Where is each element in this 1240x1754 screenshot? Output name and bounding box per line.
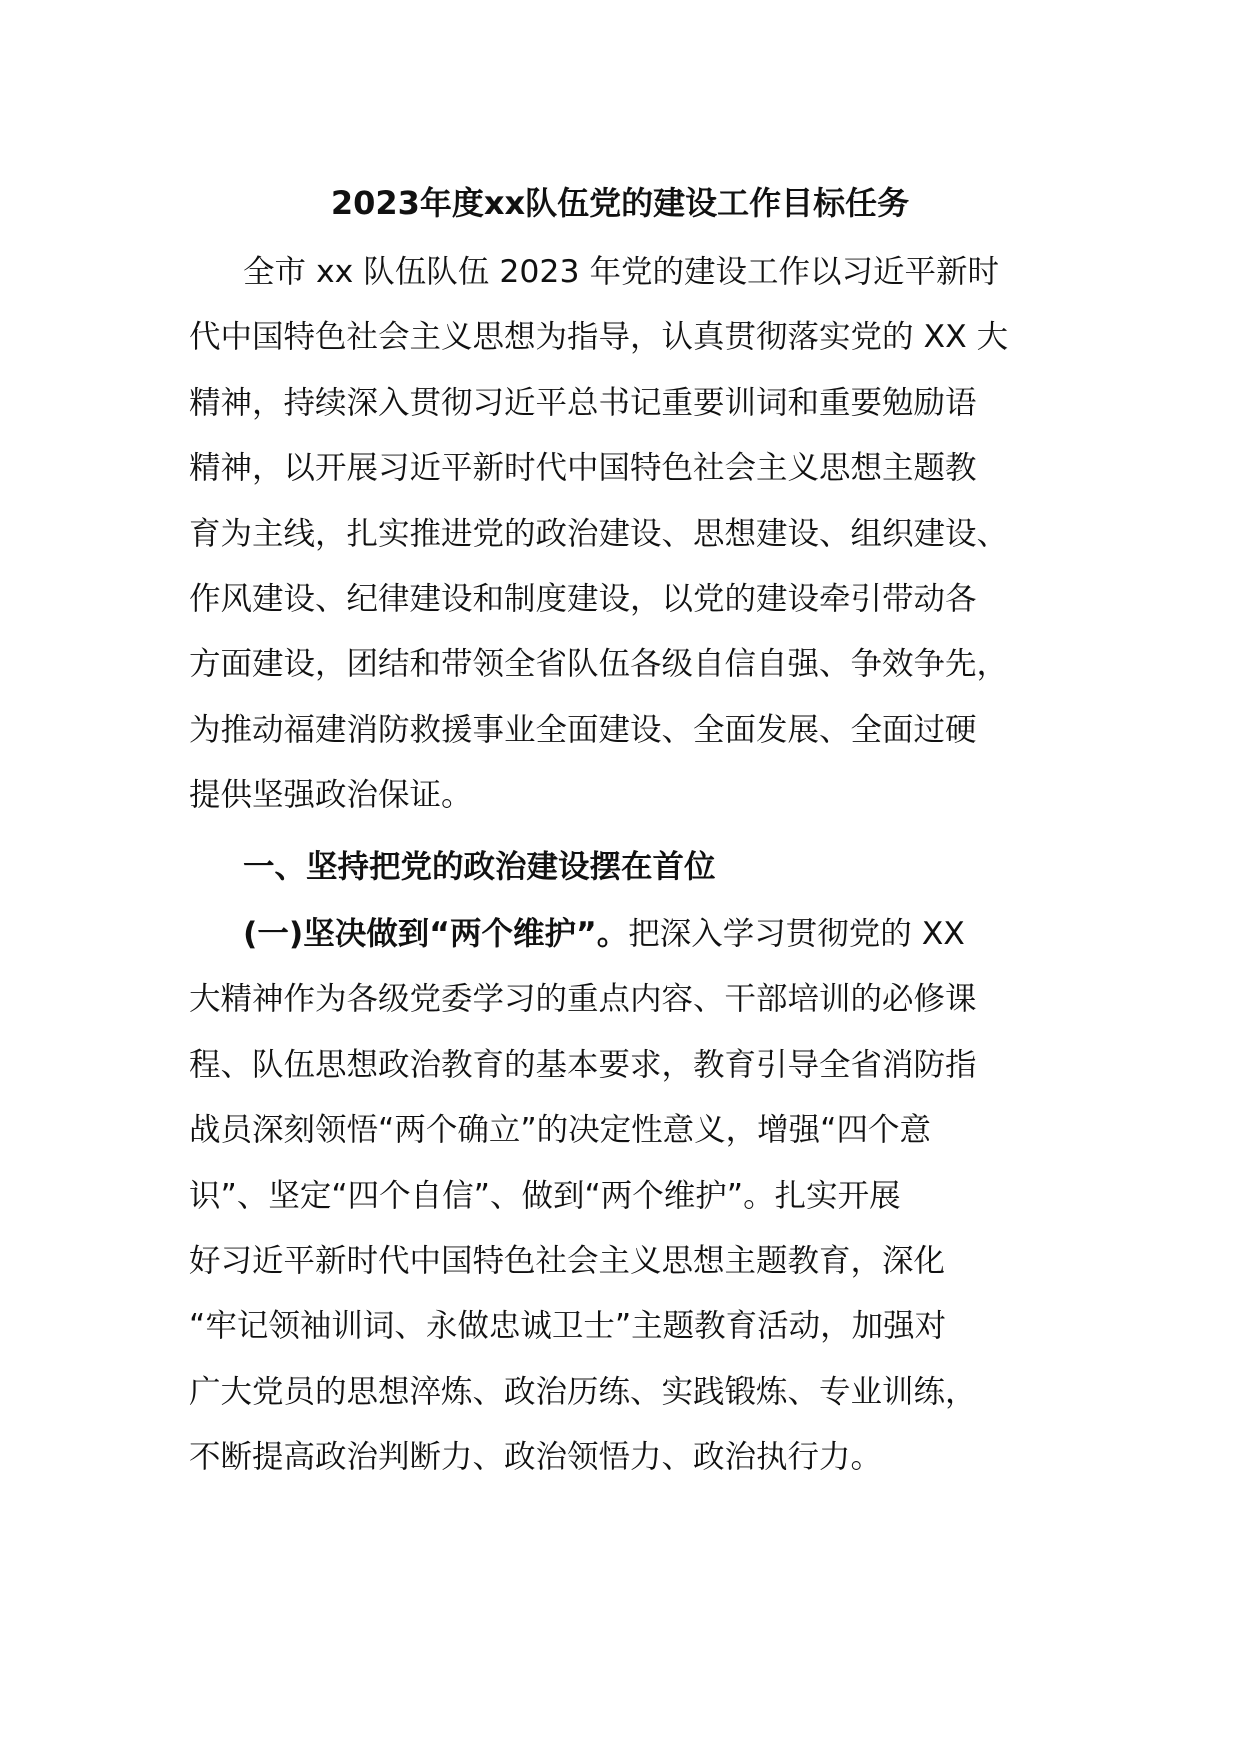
text-line: 提供坚强政治保证。 [189, 777, 473, 814]
text-line: 育为主线，扎实推进党的政治建设、思想建设、组织建设、 [189, 515, 1009, 552]
text-line: 为推动福建消防救援事业全面建设、全面发展、全面过硬 [189, 711, 977, 748]
text-line: 代中国特色社会主义思想为指导，认真贯彻落实党的 XX 大 [189, 319, 1009, 356]
text-line: 全市 xx 队伍队伍 2023 年党的建设工作以习近平新时 [243, 254, 1000, 290]
intro-paragraph [189, 240, 1069, 829]
text-line: 广大党员的思想淬炼、政治历练、实践锻炼、专业训练， [189, 1373, 977, 1410]
text-line: 程、队伍思想政治教育的基本要求，教育引导全省消防指 [189, 1046, 977, 1083]
text-line: 精神，持续深入贯彻习近平总书记重要训词和重要勉励语 [189, 384, 977, 421]
text-line: 好习近平新时代中国特色社会主义思想主题教育，深化 [189, 1242, 946, 1279]
text-line: 方面建设，团结和带领全省队伍各级自信自强、争效争先， [189, 646, 1009, 683]
text-line: 不断提高政治判断力、政治领悟力、政治执行力。 [189, 1439, 883, 1476]
text-line: 战员深刻领悟“两个确立”的决定性意义，增强“四个意 [189, 1112, 931, 1149]
subsection-heading: (一)坚决做到“两个维护”。 [243, 916, 629, 952]
text-line: 识”、坚定“四个自信”、做到“两个维护”。扎实开展 [189, 1177, 901, 1214]
text-line: 大精神作为各级党委学习的重点内容、干部培训的必修课 [189, 981, 977, 1018]
text-line: 作风建设、纪律建设和制度建设，以党的建设牵引带动各 [189, 580, 977, 617]
text-line: “牢记领袖训词、永做忠诚卫士”主题教育活动，加强对 [189, 1308, 947, 1345]
text-line: 精神，以开展习近平新时代中国特色社会主义思想主题教 [189, 450, 977, 487]
document-title: 2023年度xx队伍党的建设工作目标任务 [330, 184, 910, 222]
section-heading: 一、坚持把党的政治建设摆在首位 [243, 849, 716, 885]
text-line: 把深入学习贯彻党的 XX [628, 916, 965, 952]
section-paragraph [189, 902, 1069, 1491]
